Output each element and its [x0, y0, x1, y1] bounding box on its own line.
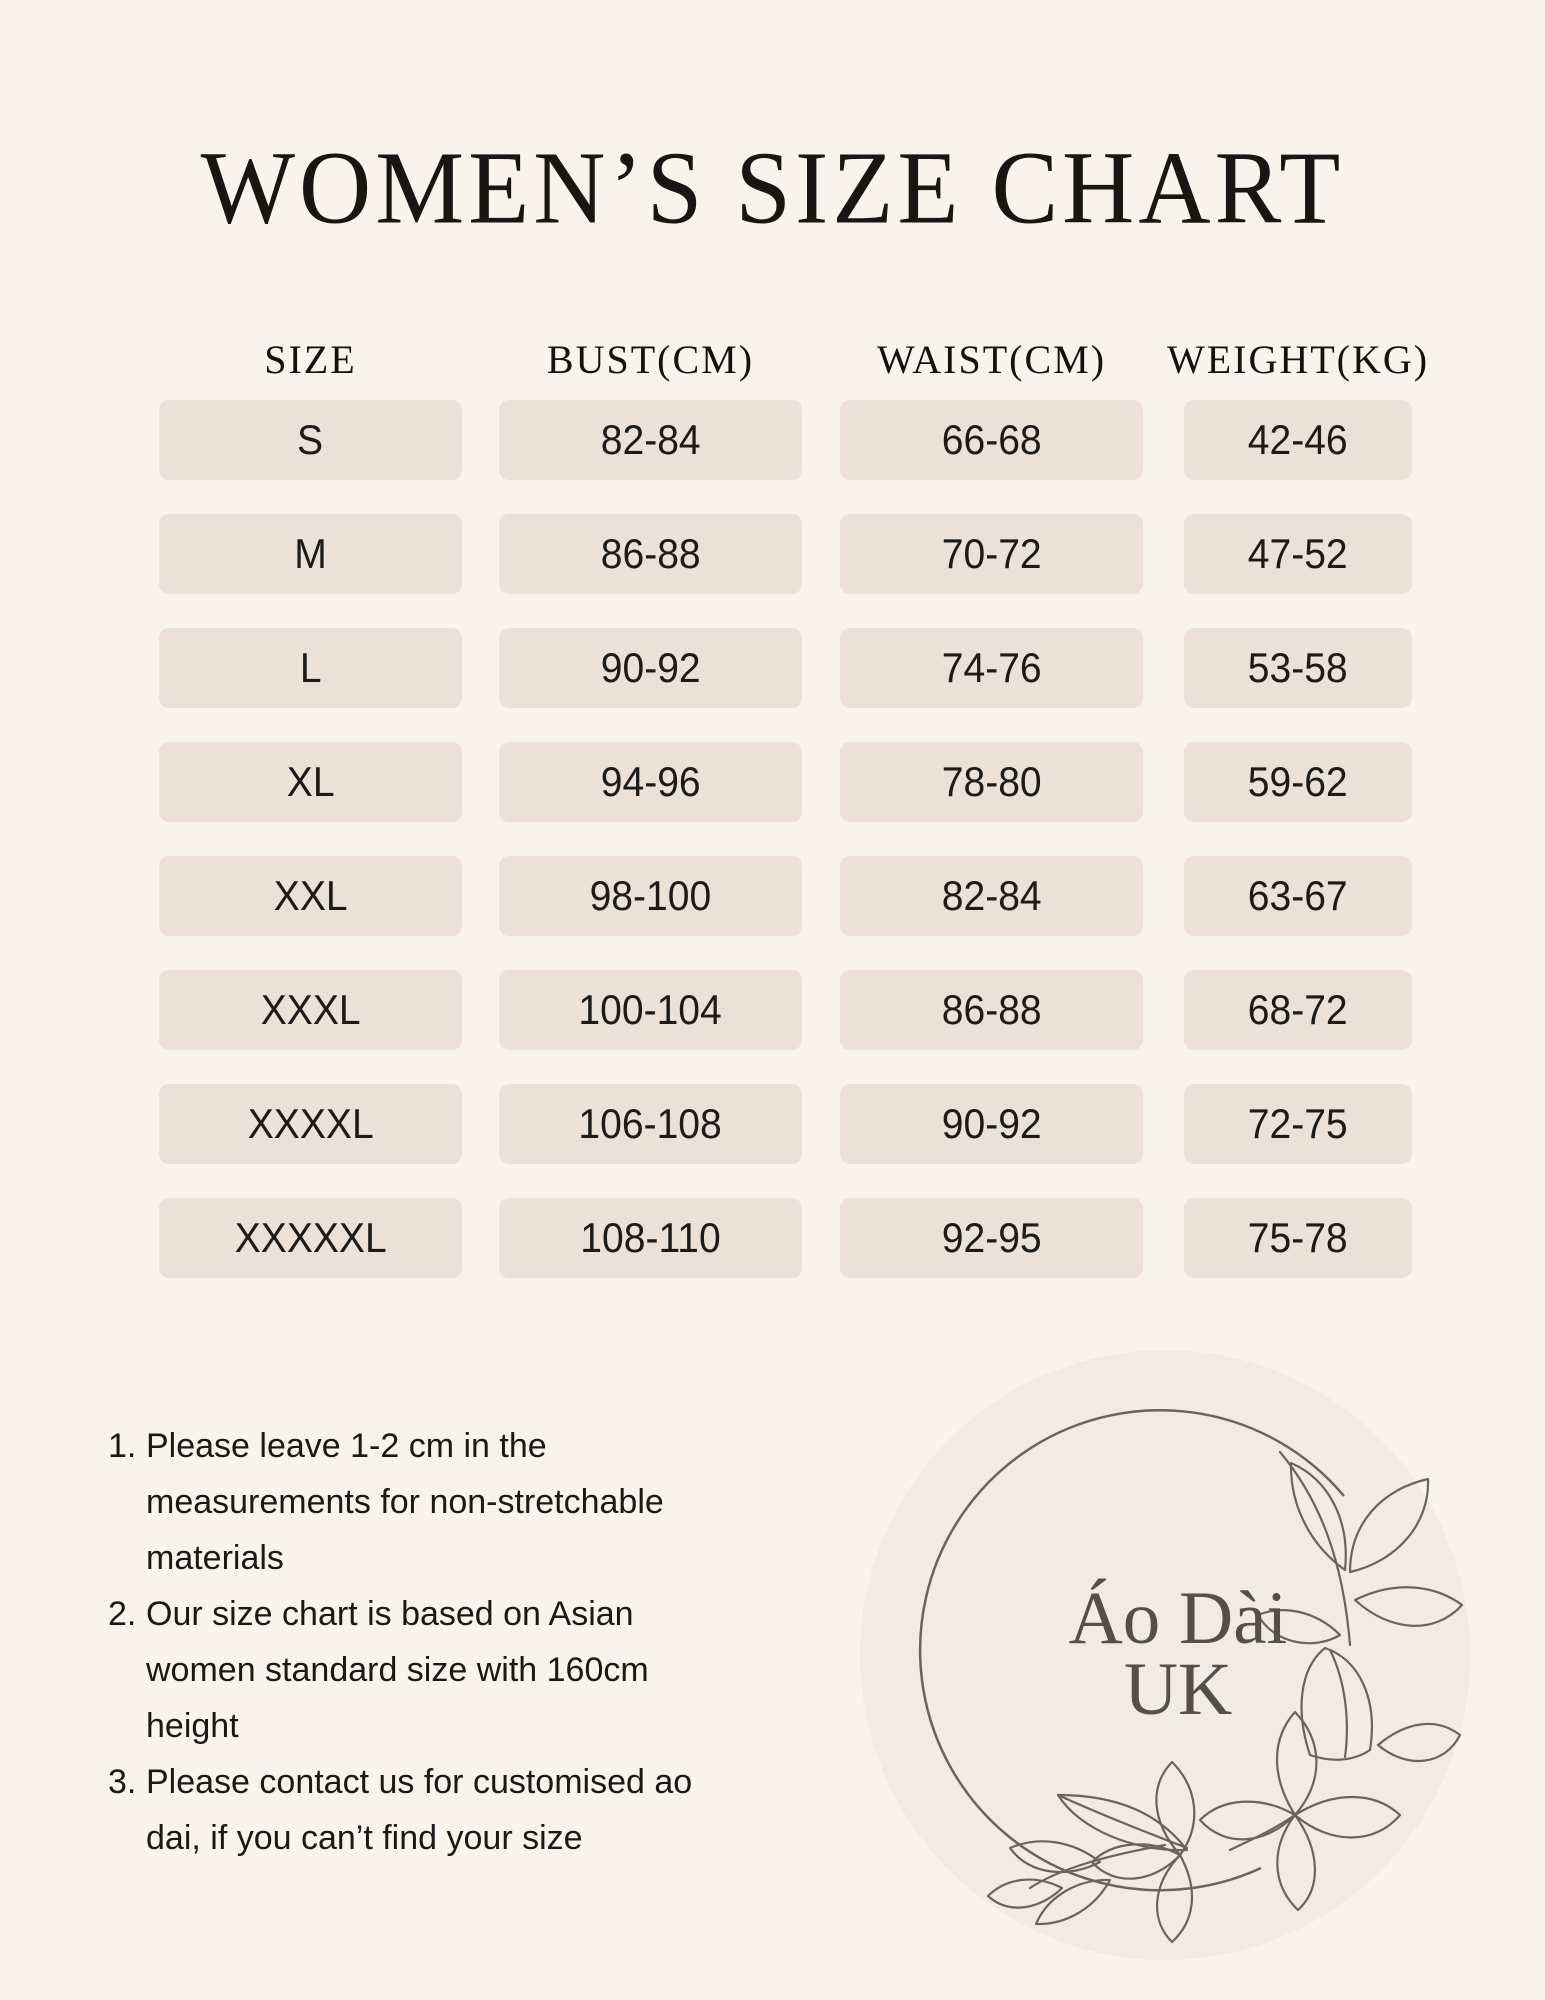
table-cell	[840, 400, 1143, 480]
note-line: women standard size with 160cm	[146, 1651, 649, 1689]
table-cell	[159, 628, 462, 708]
column-header-weight: WEIGHT(KG)	[1166, 336, 1430, 382]
note-line: Our size chart is based on Asian	[146, 1595, 634, 1633]
table-column-size	[159, 318, 462, 1312]
note-item-2	[108, 1586, 758, 1754]
cell-value: 92-95	[941, 1214, 1042, 1261]
table-cell	[159, 1084, 462, 1164]
note-item-3	[108, 1754, 758, 1866]
table-cell	[840, 1198, 1143, 1278]
cell-value: 100-104	[578, 986, 723, 1033]
notes-list	[108, 1418, 758, 1866]
cell-value: 90-92	[600, 644, 701, 691]
cell-value: 98-100	[589, 872, 712, 919]
table-cell	[499, 970, 802, 1050]
table-cell	[499, 742, 802, 822]
table-column-bust	[499, 318, 802, 1312]
table-cell	[840, 628, 1143, 708]
cell-value: 53-58	[1248, 644, 1348, 691]
column-header-size: SIZE	[264, 336, 357, 382]
cell-value: 74-76	[941, 644, 1042, 691]
cell-value: 82-84	[600, 416, 701, 463]
table-column-waist	[840, 318, 1143, 1312]
cell-value: 68-72	[1248, 986, 1348, 1033]
logo-text-line2: UK	[1123, 1648, 1233, 1731]
table-cell	[1184, 400, 1412, 480]
cell-value: 106-108	[578, 1100, 723, 1147]
cell-value: 59-62	[1248, 758, 1348, 805]
table-cell	[840, 1084, 1143, 1164]
column-header-waist: WAIST(CM)	[876, 336, 1107, 382]
cell-value: 42-46	[1248, 416, 1348, 463]
cell-value: 90-92	[941, 1100, 1042, 1147]
column-header-bust: BUST(CM)	[546, 336, 755, 382]
table-cell	[1184, 1084, 1412, 1164]
cell-value: 108-110	[580, 1214, 721, 1261]
cell-value: 72-75	[1248, 1100, 1348, 1147]
cell-value: S	[297, 416, 324, 463]
cell-value: M	[294, 530, 327, 577]
table-cell	[840, 856, 1143, 936]
cell-value: 75-78	[1248, 1214, 1348, 1261]
table-cell	[159, 400, 462, 480]
table-cell	[159, 742, 462, 822]
table-cell	[499, 856, 802, 936]
cell-value: L	[299, 644, 322, 691]
table-cell	[840, 514, 1143, 594]
table-cell	[840, 970, 1143, 1050]
cell-value: XL	[286, 758, 335, 805]
cell-value: 78-80	[941, 758, 1042, 805]
note-line: Please leave 1-2 cm in the	[146, 1427, 547, 1465]
logo-text-line1: Áo Dài	[1068, 1577, 1288, 1660]
note-line: materials	[146, 1539, 284, 1577]
cell-value: 86-88	[600, 530, 701, 577]
note-line: Please contact us for customised ao	[146, 1763, 693, 1801]
brand-logo	[830, 1320, 1500, 2000]
cell-value: 94-96	[600, 758, 701, 805]
table-cell	[1184, 856, 1412, 936]
table-column-weight	[1166, 318, 1430, 1312]
note-line: height	[146, 1707, 239, 1745]
table-cell	[159, 1198, 462, 1278]
note-number: 3.	[108, 1763, 137, 1801]
table-cell	[1184, 970, 1412, 1050]
table-cell	[499, 400, 802, 480]
cell-value: XXL	[273, 872, 348, 919]
table-cell	[499, 628, 802, 708]
table-cell	[499, 514, 802, 594]
cell-value: 86-88	[941, 986, 1042, 1033]
table-cell	[1184, 742, 1412, 822]
note-item-1	[108, 1418, 758, 1586]
cell-value: 63-67	[1248, 872, 1348, 919]
cell-value: XXXXXL	[234, 1214, 387, 1261]
note-number: 2.	[108, 1595, 137, 1633]
cell-value: 66-68	[941, 416, 1042, 463]
table-cell	[159, 856, 462, 936]
table-cell	[159, 514, 462, 594]
cell-value: XXXL	[260, 986, 361, 1033]
table-cell	[840, 742, 1143, 822]
table-cell	[1184, 514, 1412, 594]
cell-value: 47-52	[1248, 530, 1348, 577]
note-line: dai, if you can’t find your size	[146, 1819, 583, 1857]
note-line: measurements for non-stretchable	[146, 1483, 664, 1521]
table-cell	[499, 1198, 802, 1278]
page-title: WOMEN’S SIZE CHART	[200, 129, 1345, 246]
cell-value: 82-84	[941, 872, 1042, 919]
cell-value: 70-72	[941, 530, 1042, 577]
note-number: 1.	[108, 1427, 137, 1465]
cell-value: XXXXL	[247, 1100, 374, 1147]
table-cell	[1184, 1198, 1412, 1278]
table-cell	[499, 1084, 802, 1164]
table-cell	[1184, 628, 1412, 708]
table-cell	[159, 970, 462, 1050]
